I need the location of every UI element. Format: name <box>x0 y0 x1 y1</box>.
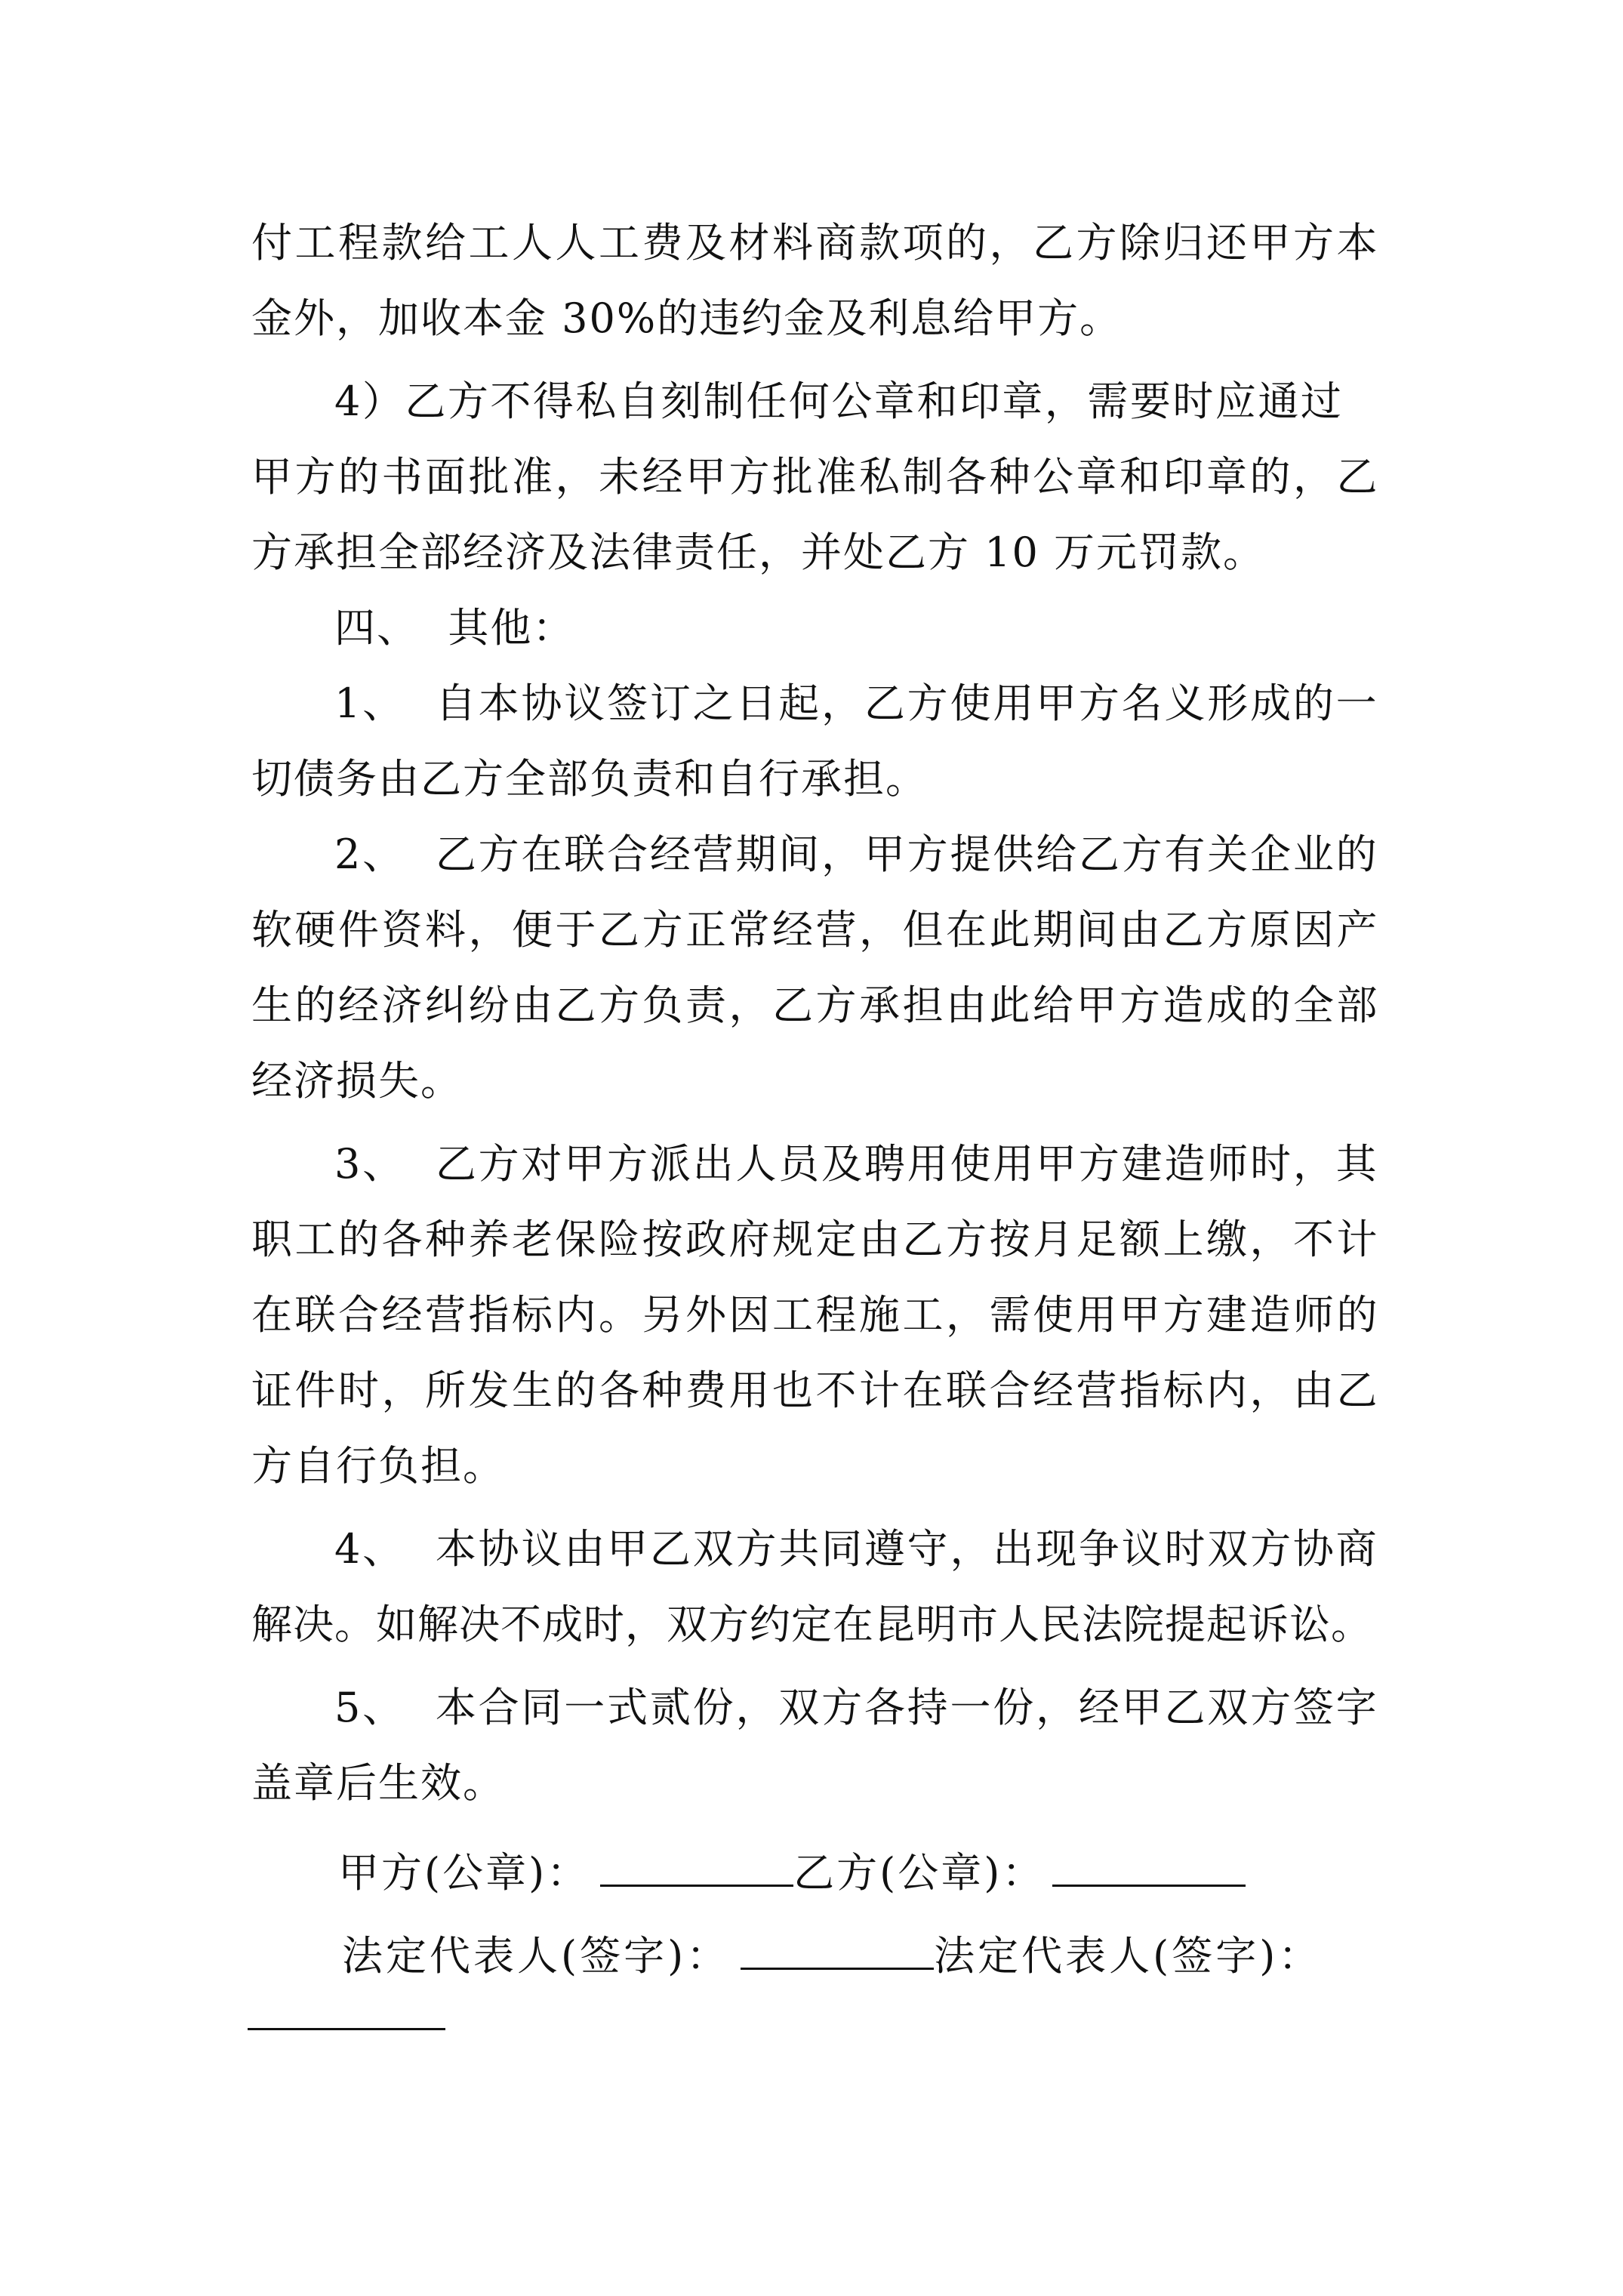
signature-row-seal <box>338 1844 1246 1896</box>
paragraph-line: 1、 自本协议签订之日起，乙方使用甲方名义形成的一 <box>334 680 1379 727</box>
paragraph-line: 3、 乙方对甲方派出人员及聘用使用甲方建造师时，其 <box>334 1140 1379 1188</box>
paragraph-line: 甲方的书面批准，未经甲方批准私制各种公章和印章的，乙 <box>251 453 1380 501</box>
section-heading: 四、 其他： <box>334 604 575 652</box>
party-a-seal-label: 甲方(公章)： <box>338 1849 590 1897</box>
paragraph-line: 付工程款给工人人工费及材料商款项的，乙方除归还甲方本 <box>251 219 1380 267</box>
legal-rep-a-label: 法定代表人(签字)： <box>342 1932 731 1980</box>
paragraph-line: 生的经济纠纷由乙方负责，乙方承担由此给甲方造成的全部 <box>251 982 1380 1029</box>
paragraph-line: 方承担全部经济及法律责任，并处乙方 10 万元罚款。 <box>251 529 1266 576</box>
legal-rep-a-blank <box>741 1927 934 1970</box>
paragraph-line: 在联合经营指标内。另外因工程施工，需使用甲方建造师的 <box>251 1291 1380 1339</box>
paragraph-line: 证件时，所发生的各种费用也不计在联合经营指标内，由乙 <box>251 1367 1380 1414</box>
party-b-seal-label: 乙方(公章)： <box>793 1849 1046 1897</box>
paragraph-line: 5、 本合同一式贰份，双方各持一份，经甲乙双方签字 <box>334 1684 1379 1731</box>
paragraph-line: 4、 本协议由甲乙双方共同遵守，出现争议时双方协商 <box>334 1525 1379 1573</box>
paragraph-line: 金外，加收本金 30%的违约金及利息给甲方。 <box>251 294 1123 342</box>
paragraph-line: 经济损失。 <box>251 1057 463 1105</box>
party-a-seal-blank <box>600 1844 793 1887</box>
legal-rep-b-blank <box>248 2028 445 2030</box>
signature-row-legal-rep <box>342 1927 1322 1979</box>
paragraph-line: 2、 乙方在联合经营期间，甲方提供给乙方有关企业的 <box>334 831 1379 878</box>
paragraph-line: 方自行负担。 <box>251 1442 505 1490</box>
paragraph-line: 解决。如解决不成时，双方约定在昆明市人民法院提起诉讼。 <box>251 1601 1372 1648</box>
paragraph-line: 软硬件资料，便于乙方正常经营，但在此期间由乙方原因产 <box>251 906 1380 954</box>
paragraph-line: 4）乙方不得私自刻制任何公章和印章，需要时应通过 <box>334 378 1344 425</box>
paragraph-line: 职工的各种养老保险按政府规定由乙方按月足额上缴，不计 <box>251 1216 1380 1263</box>
party-b-seal-blank <box>1052 1844 1246 1887</box>
paragraph-line: 盖章后生效。 <box>251 1759 505 1807</box>
paragraph-line: 切债务由乙方全部负责和自行承担。 <box>251 755 928 803</box>
legal-rep-b-label: 法定代表人(签字)： <box>934 1932 1323 1980</box>
